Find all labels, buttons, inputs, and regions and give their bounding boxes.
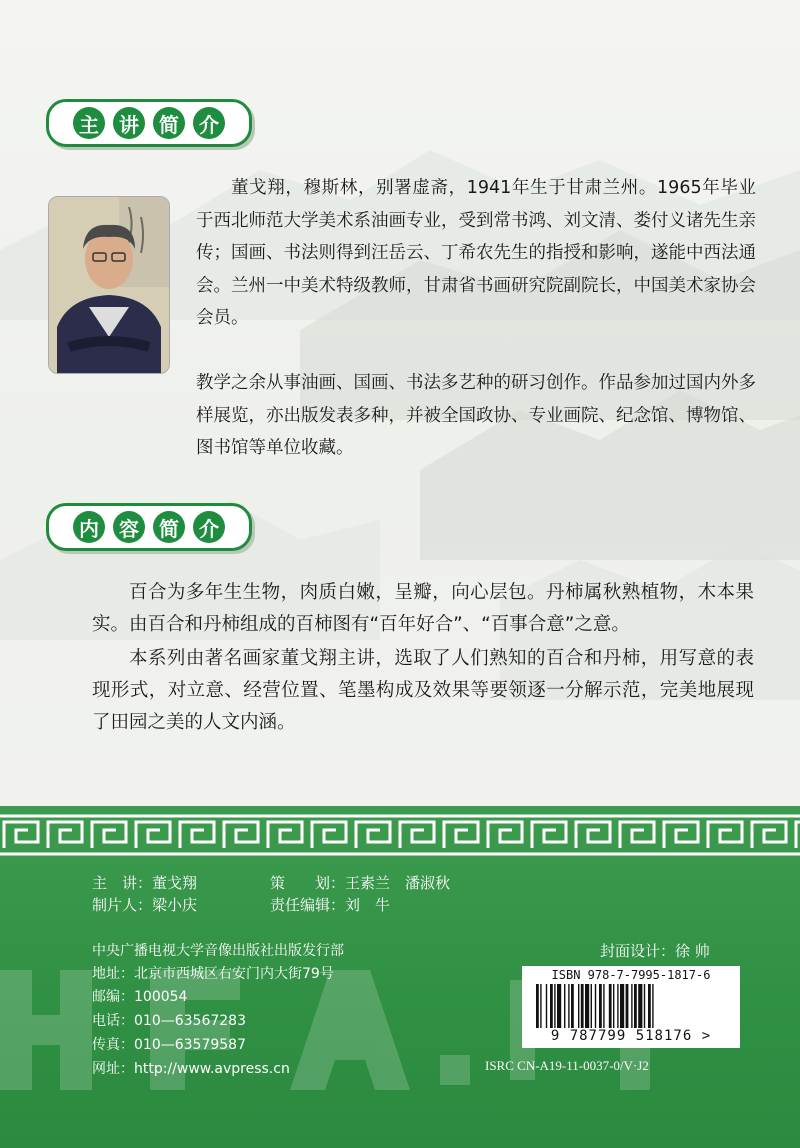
meander-segment bbox=[488, 822, 522, 848]
meander-segment bbox=[400, 822, 434, 848]
host-credit: 主 讲：董戈翔 bbox=[92, 874, 198, 892]
meander-segment bbox=[708, 822, 742, 848]
barcode-bar bbox=[568, 984, 569, 1028]
barcode-bar bbox=[652, 984, 653, 1028]
heading-char: 主 bbox=[73, 107, 105, 139]
meander-segment bbox=[532, 822, 566, 848]
content-paragraph-2: 本系列由著名画家董戈翔主讲，选取了人们熟知的百合和丹柿，用写意的表现形式，对立意、经营位置、笔墨构成及效果等要领逐一分解示范，完美地展现了田园之美的人文内涵。 bbox=[92, 648, 754, 733]
barcode-bar bbox=[626, 984, 629, 1028]
content-intro-heading bbox=[46, 503, 252, 551]
barcode-bar bbox=[540, 984, 541, 1028]
meander-segment bbox=[356, 822, 390, 848]
heading-char: 容 bbox=[113, 511, 145, 543]
meander-segment bbox=[180, 822, 214, 848]
heading-char: 简 bbox=[153, 107, 185, 139]
meander-segment bbox=[4, 822, 38, 848]
barcode-bar bbox=[609, 984, 612, 1028]
meander-segment bbox=[576, 822, 610, 848]
meander-segment bbox=[136, 822, 170, 848]
barcode-bar bbox=[638, 984, 642, 1028]
barcode-bar bbox=[631, 984, 632, 1028]
barcode-bar bbox=[581, 984, 584, 1028]
publisher-name: 中央广播电视大学音像出版社出版发行部 bbox=[92, 943, 344, 959]
publisher-phone: 电话：010—63567283 bbox=[92, 1013, 246, 1029]
barcode-bar bbox=[571, 984, 574, 1028]
barcode-bar bbox=[557, 984, 561, 1028]
publisher-address: 地址：北京市西城区右安门内大街79号 bbox=[92, 966, 334, 982]
barcode-bar bbox=[634, 984, 637, 1028]
barcode-bar bbox=[595, 984, 596, 1028]
producer-credit: 制片人：梁小庆 bbox=[92, 896, 198, 914]
content-paragraph-1: 百合为多年生生物，肉质白嫩，呈瓣，向心层包。丹柿属秋熟植物，木本果实。由百合和丹柿组成的百柿图有“百年好合”、“百事合意”之意。 bbox=[92, 582, 754, 635]
barcode-bar bbox=[648, 984, 651, 1028]
heading-char: 内 bbox=[73, 511, 105, 543]
heading-char: 简 bbox=[153, 511, 185, 543]
isbn-label: ISBN 978-7-7995-1817-6 bbox=[551, 968, 711, 982]
barcode-bar bbox=[585, 984, 589, 1028]
meander-segment bbox=[620, 822, 654, 848]
meander-segment bbox=[752, 822, 786, 848]
heading-char: 讲 bbox=[113, 107, 145, 139]
isrc-code: ISRC CN-A19-11-0037-0/V·J2 bbox=[485, 1058, 649, 1073]
speaker-intro-heading bbox=[46, 99, 252, 147]
meander-segment bbox=[444, 822, 478, 848]
barcode-bar bbox=[613, 984, 614, 1028]
meander-segment bbox=[664, 822, 698, 848]
meander-segment bbox=[796, 822, 800, 848]
speaker-bio: 董戈翔，穆斯林，别署虚斋，1941年生于甘肃兰州。1965年毕业于西北师范大学美术系油画专业，受到常书鸿、刘文清、娄付义诸先生亲传；国画、书法则得到汪岳云、丁希农先生的指授和影响，遂能中西法通会。兰州一中美术特级教师，甘肃省书画研究院副院长，中国美术家协会会员。 bbox=[196, 178, 756, 328]
publisher-website: 网址：http://www.avpress.cn bbox=[92, 1061, 290, 1077]
barcode-bar bbox=[644, 984, 645, 1028]
meander-border bbox=[0, 812, 800, 858]
heading-char: 介 bbox=[193, 107, 225, 139]
planner-credit: 策 划：王素兰 潘淑秋 bbox=[270, 874, 451, 892]
editor-credit: 责任编辑：刘 牛 bbox=[270, 896, 391, 914]
barcode-bar bbox=[599, 984, 602, 1028]
meander-segment bbox=[48, 822, 82, 848]
publisher-fax: 传真：010—63579587 bbox=[92, 1037, 246, 1053]
publisher-postcode: 邮编：100054 bbox=[92, 989, 188, 1005]
barcode-bar bbox=[603, 984, 604, 1028]
meander-segment bbox=[224, 822, 258, 848]
isbn-barcode bbox=[522, 966, 740, 1048]
meander-segment bbox=[92, 822, 126, 848]
barcode-bar bbox=[536, 984, 539, 1028]
barcode-bar bbox=[554, 984, 555, 1028]
heading-char: 介 bbox=[193, 511, 225, 543]
barcode-bar bbox=[591, 984, 592, 1028]
content-intro bbox=[92, 577, 754, 741]
speaker-photo bbox=[48, 196, 170, 374]
barcode-bar bbox=[564, 984, 565, 1028]
barcode-bar bbox=[617, 984, 618, 1028]
speaker-bio-continued: 教学之余从事油画、国画、书法多艺种的研习创作。作品参加过国内外多样展览，亦出版发表多种，并被全国政协、专业画院、纪念馆、博物馆、图书馆等单位收藏。 bbox=[196, 373, 756, 458]
barcode-bar bbox=[578, 984, 579, 1028]
barcode-bar bbox=[550, 984, 553, 1028]
barcode-number: 9 787799 518176 > bbox=[550, 1028, 712, 1044]
barcode-bar bbox=[620, 984, 624, 1028]
barcode-bar bbox=[546, 984, 547, 1028]
cover-design-credit: 封面设计：徐 帅 bbox=[600, 942, 710, 960]
meander-segment bbox=[312, 822, 346, 848]
meander-segment bbox=[268, 822, 302, 848]
